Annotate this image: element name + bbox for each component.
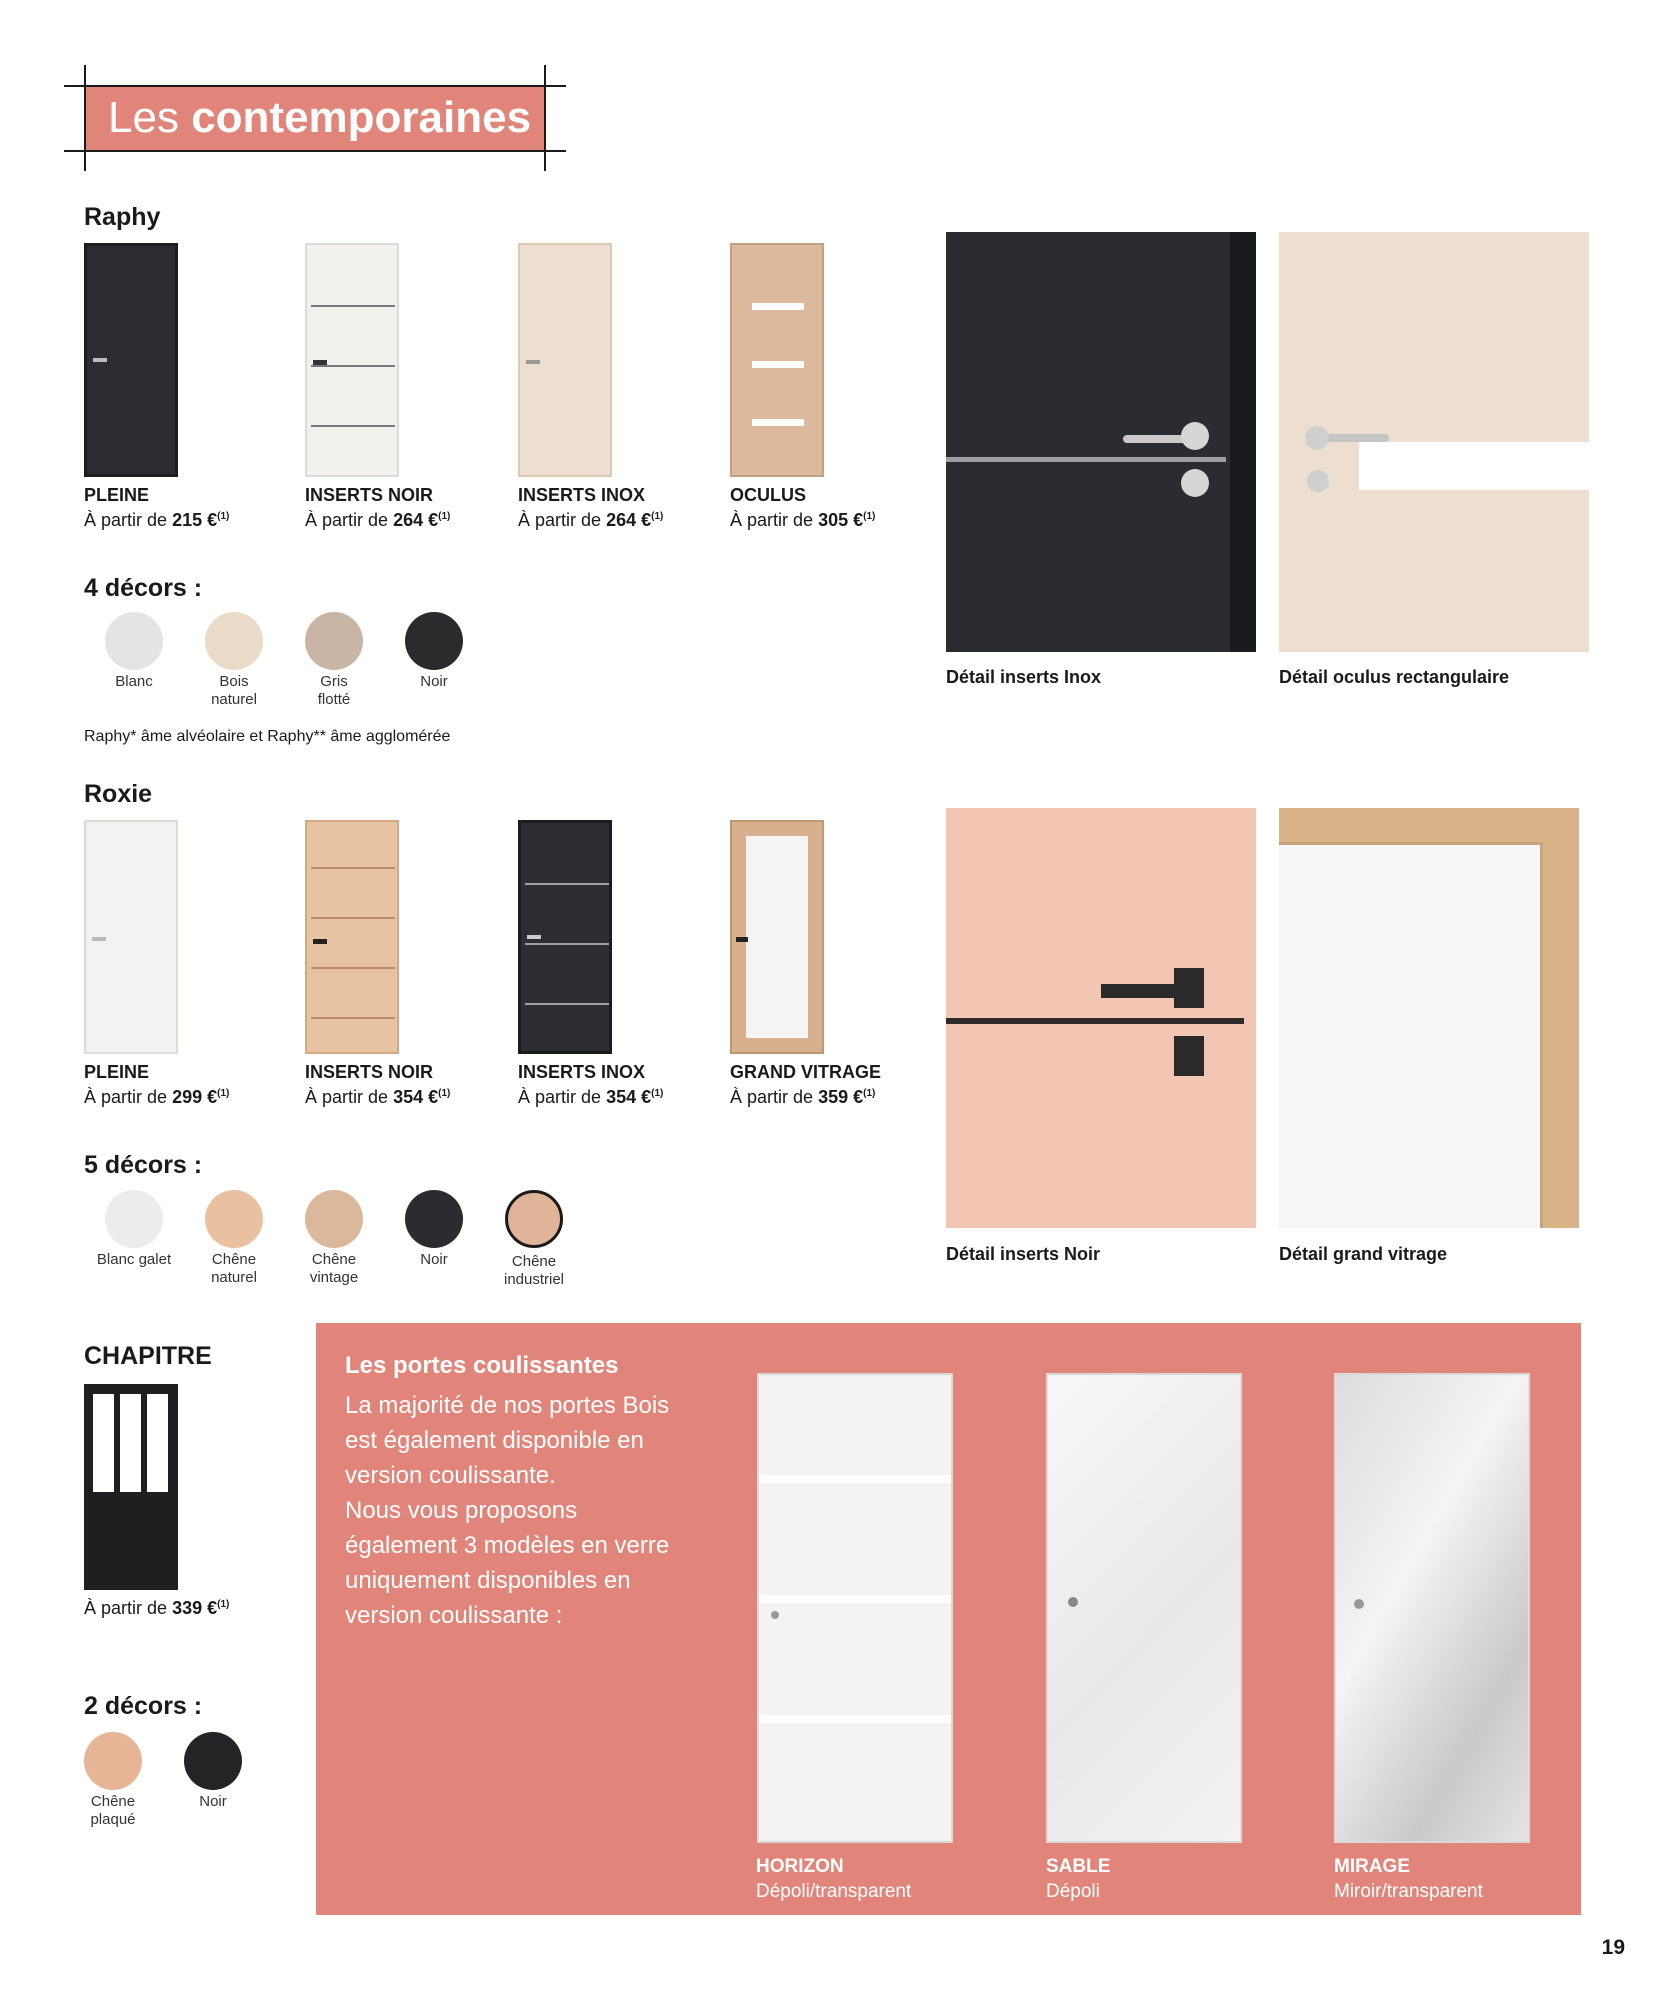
decor-label: Noir <box>420 1251 448 1268</box>
insert-line <box>946 457 1226 462</box>
decor-label: Chêne plaqué <box>90 1793 136 1828</box>
page-number: 19 <box>1601 1936 1625 1959</box>
lock-icon <box>1181 469 1209 497</box>
glass-model-name: SABLE <box>1046 1856 1111 1877</box>
door-roxie-grand-vitrage <box>730 820 824 1054</box>
decor-swatch <box>84 1732 142 1790</box>
glass-pane <box>147 1394 168 1492</box>
door-name: PLEINE <box>84 485 150 505</box>
decor-swatch-selected <box>505 1190 563 1248</box>
handle-icon <box>526 360 540 364</box>
insert-line <box>525 943 609 945</box>
insert-line <box>525 883 609 885</box>
glass-door-horizon <box>757 1373 953 1843</box>
decor-swatch <box>205 1190 263 1248</box>
decor-label: Blanc <box>115 673 153 690</box>
insert-line <box>311 867 395 869</box>
door-name: INSERTS NOIR <box>305 485 434 505</box>
handle-icon <box>736 937 748 942</box>
raphy-footnote: Raphy* âme alvéolaire et Raphy** âme agglomérée <box>84 728 451 745</box>
section-title-chapitre: CHAPITRE <box>84 1342 212 1370</box>
glass-model-finish: Dépoli/transparent <box>756 1881 912 1902</box>
insert-line <box>311 967 395 969</box>
decor-swatch <box>405 1190 463 1248</box>
oculus-window <box>752 419 804 426</box>
door-raphy-oculus <box>730 243 824 477</box>
insert-line <box>311 425 395 427</box>
handle-icon <box>1068 1597 1078 1607</box>
decor-label: Blanc galet <box>96 1251 172 1268</box>
oculus-window <box>752 303 804 310</box>
door-roxie-pleine <box>84 820 178 1054</box>
glass-panel <box>746 836 808 1038</box>
insert-line <box>946 1018 1244 1024</box>
detail-caption: Détail inserts Inox <box>946 667 1102 687</box>
decor-label: Noir <box>199 1793 227 1810</box>
door-name: INSERTS NOIR <box>305 1062 434 1082</box>
page-title <box>108 92 531 144</box>
decors-title: 5 décors : <box>84 1151 203 1179</box>
detail-photo-inserts-inox <box>946 232 1256 652</box>
insert-line <box>311 1017 395 1019</box>
title-bold: contemporaines <box>191 93 532 142</box>
sliding-text-line: version coulissante : <box>345 1602 563 1629</box>
lock-icon <box>1307 470 1329 492</box>
handle-icon <box>92 937 106 941</box>
glass-pane <box>93 1394 114 1492</box>
section-title-roxie: Roxie <box>84 780 153 808</box>
insert-line <box>525 1003 609 1005</box>
oculus-window <box>1359 442 1589 490</box>
handle-icon <box>93 358 107 362</box>
door-price: À partir de 215 €$^{(1)}$ <box>84 510 230 530</box>
oculus-window <box>752 361 804 368</box>
insert-line <box>311 917 395 919</box>
decor-swatch <box>305 612 363 670</box>
door-price: À partir de 305 €$^{(1)}$ <box>730 510 876 530</box>
handle-icon <box>771 1611 779 1619</box>
glass-model-name: HORIZON <box>756 1856 844 1877</box>
insert-line <box>311 305 395 307</box>
door-raphy-inserts-inox <box>518 243 612 477</box>
sliding-text-line: uniquement disponibles en <box>345 1567 631 1594</box>
detail-caption: Détail inserts Noir <box>946 1244 1101 1264</box>
detail-caption: Détail grand vitrage <box>1279 1244 1448 1264</box>
door-price: À partir de 264 €$^{(1)}$ <box>518 510 664 530</box>
decor-swatch <box>305 1190 363 1248</box>
door-chapitre <box>84 1384 178 1590</box>
sliding-text-line: également 3 modèles en verre <box>345 1532 670 1559</box>
sliding-text-line: est également disponible en <box>345 1427 644 1454</box>
detail-photo-grand-vitrage <box>1279 808 1579 1228</box>
glass-model-name: MIRAGE <box>1334 1856 1410 1877</box>
decor-swatch <box>184 1732 242 1790</box>
section-title-raphy: Raphy <box>84 203 161 231</box>
decors-title: 2 décors : <box>84 1692 203 1720</box>
door-raphy-inserts-noir <box>305 243 399 477</box>
decor-swatch <box>105 612 163 670</box>
door-price: À partir de 359 €$^{(1)}$ <box>730 1087 876 1107</box>
door-frame <box>1230 232 1256 652</box>
door-price: À partir de 264 €$^{(1)}$ <box>305 510 451 530</box>
detail-photo-oculus <box>1279 232 1589 652</box>
glass-model-finish: Dépoli <box>1046 1881 1100 1902</box>
door-price: À partir de 299 €$^{(1)}$ <box>84 1087 230 1107</box>
decor-label: Chêne naturel <box>211 1251 257 1286</box>
decor-label: Chêne industriel <box>503 1253 565 1288</box>
sliding-text-line: version coulissante. <box>345 1462 556 1489</box>
door-price: À partir de 339 €$^{(1)}$ <box>84 1598 230 1618</box>
handle-rose <box>1181 422 1209 450</box>
handle-icon <box>313 939 327 944</box>
door-raphy-pleine <box>84 243 178 477</box>
handle-rose <box>1174 968 1204 1008</box>
decor-label: Bois naturel <box>211 673 257 708</box>
glass-model-finish: Miroir/transparent <box>1334 1881 1483 1902</box>
door-name: GRAND VITRAGE <box>730 1062 882 1082</box>
decors-title: 4 décors : <box>84 574 203 602</box>
door-name: INSERTS INOX <box>518 485 646 505</box>
decor-label: Gris flotté <box>317 673 351 708</box>
glass-panel <box>1279 842 1543 1228</box>
handle-icon <box>313 360 327 365</box>
sliding-heading: Les portes coulissantes <box>345 1352 619 1379</box>
decor-label: Chêne vintage <box>309 1251 359 1286</box>
transparent-band <box>759 1715 951 1723</box>
insert-line <box>311 365 395 367</box>
door-price: À partir de 354 €$^{(1)}$ <box>305 1087 451 1107</box>
decor-swatch <box>405 612 463 670</box>
door-name: OCULUS <box>730 485 806 505</box>
door-name: PLEINE <box>84 1062 150 1082</box>
glass-door-sable <box>1046 1373 1242 1843</box>
door-price: À partir de 354 €$^{(1)}$ <box>518 1087 664 1107</box>
sliding-text-line: La majorité de nos portes Bois <box>345 1392 670 1419</box>
decor-swatch <box>205 612 263 670</box>
lock-icon <box>1174 1036 1204 1076</box>
transparent-band <box>759 1595 951 1603</box>
sliding-text-line: Nous vous proposons <box>345 1497 578 1524</box>
door-roxie-inserts-inox <box>518 820 612 1054</box>
detail-caption: Détail oculus rectangulaire <box>1279 667 1510 687</box>
decor-swatch <box>105 1190 163 1248</box>
handle-icon <box>527 935 541 939</box>
detail-photo-inserts-noir <box>946 808 1256 1228</box>
title-light: Les <box>108 93 179 142</box>
decor-label: Noir <box>420 673 448 690</box>
transparent-band <box>759 1475 951 1483</box>
handle-rose <box>1305 426 1329 450</box>
handle-icon <box>1354 1599 1364 1609</box>
door-roxie-inserts-noir <box>305 820 399 1054</box>
door-name: INSERTS INOX <box>518 1062 646 1082</box>
glass-door-mirage <box>1334 1373 1530 1843</box>
glass-pane <box>120 1394 141 1492</box>
